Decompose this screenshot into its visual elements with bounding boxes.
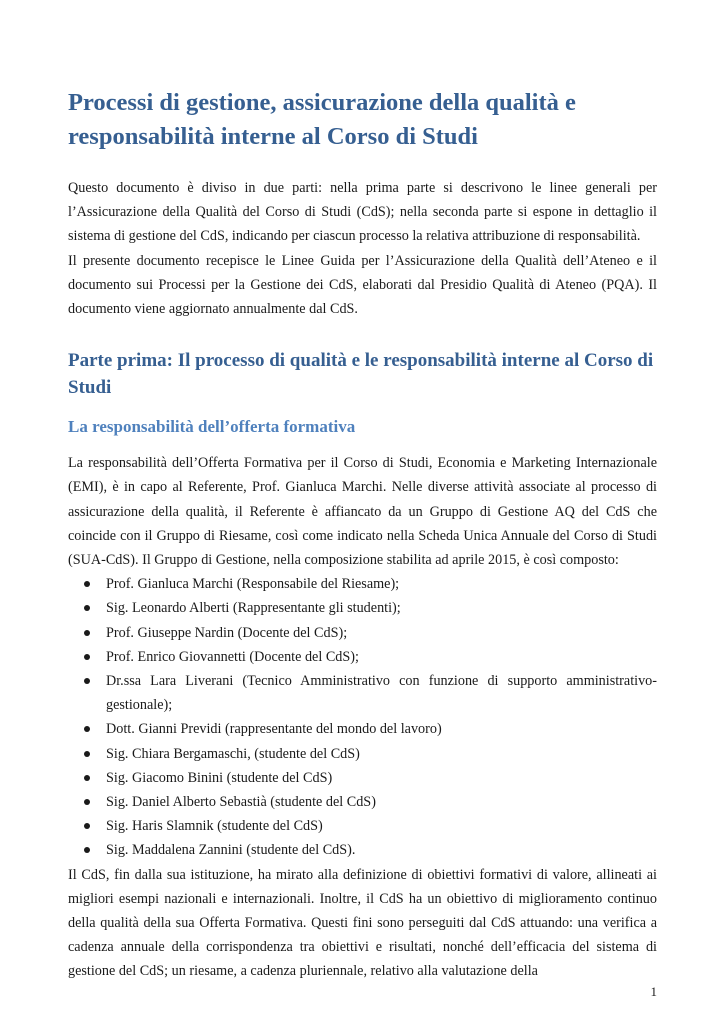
bullet-icon: [84, 775, 90, 781]
list-item: [68, 717, 657, 741]
list-item: [68, 814, 657, 838]
bullet-icon: [84, 726, 90, 732]
member-text: Sig. Maddalena Zannini (studente del CdS).: [106, 842, 356, 859]
member-text: Sig. Leonardo Alberti (Rappresentante gli studenti);: [106, 600, 401, 617]
bullet-icon: [84, 799, 90, 805]
bullet-icon: [84, 751, 90, 757]
list-item: [68, 645, 657, 669]
member-text: Prof. Enrico Giovannetti (Docente del CdS);: [106, 648, 359, 665]
group-members-list: [68, 572, 657, 862]
part-one-heading: Parte prima: Il processo di qualità e le responsabilità interne al Corso di Studi: [68, 350, 654, 399]
document-title: Processi di gestione, assicurazione della qualità e responsabilità interne al Corso di Studi: [68, 89, 576, 150]
intro-paragraph-1: Questo documento è diviso in due parti: nella prima parte si descrivono le linee generali per l’Assicurazione della Qualità del Corso di Studi (CdS); nella seconda parte si espone in dettaglio il sistema di gestione del CdS, indicando per ciascun processo la relativa attribuzione di responsabilità.: [68, 180, 657, 245]
closing-paragraph: Il CdS, fin dalla sua istituzione, ha mirato alla definizione di obiettivi formativi di valore, allineati ai migliori esempi nazionali e internazionali. Inoltre, il CdS ha un obiettivo di miglioramento continuo della qualità della sua Offerta Formativa. Questi fini sono perseguiti dal CdS attuando: una verifica a cadenza annuale della corrispondenza tra obiettivi e risultati, nonché dell’efficacia del sistema di gestione del CdS; un riesame, a cadenza pluriennale, relativo alla valutazione della: [68, 866, 657, 980]
list-item: [68, 669, 657, 717]
bullet-icon: [84, 654, 90, 660]
member-text: Sig. Haris Slamnik (studente del CdS): [106, 818, 323, 835]
member-text: Sig. Chiara Bergamaschi, (studente del CdS): [106, 745, 360, 762]
intro-paragraph-2: Il presente documento recepisce le Linee Guida per l’Assicurazione della Qualità dell’Ateneo e il documento sui Processi per la Gestione dei CdS, elaborati dal Presidio Qualità di Ateneo (PQA). Il documento viene aggiornato annualmente dal CdS.: [68, 252, 657, 318]
list-item: [68, 621, 657, 645]
responsibility-paragraph: La responsabilità dell’Offerta Formativa per il Corso di Studi, Economia e Marketing Internazionale (EMI), è in capo al Referente, Prof. Gianluca Marchi. Nelle diverse attività associate al processo di assicurazione della qualità, il Referente è affiancato da un Gruppo di Gestione AQ del CdS che coincide con il Gruppo di Riesame, così come indicato nella Scheda Unica Annuale del Corso di Studi (SUA-CdS). Il Gruppo di Gestione, nella composizione stabilita ad aprile 2015, è così composto:: [68, 455, 657, 569]
bullet-icon: [84, 630, 90, 636]
member-text: Dott. Gianni Previdi (rappresentante del mondo del lavoro): [106, 721, 442, 738]
page-number: 1: [650, 984, 657, 999]
list-item: [68, 790, 657, 814]
list-item: [68, 572, 657, 596]
list-item: [68, 838, 657, 862]
offerta-formativa-subheading: La responsabilità dell’offerta formativa: [68, 417, 356, 437]
member-text: Sig. Giacomo Binini (studente del CdS): [106, 769, 333, 786]
member-text: Prof. Giuseppe Nardin (Docente del CdS);: [106, 624, 348, 641]
list-item: [68, 596, 657, 620]
list-item: [68, 742, 657, 766]
list-item: [68, 766, 657, 790]
bullet-icon: [84, 678, 90, 684]
member-text: Prof. Gianluca Marchi (Responsabile del Riesame);: [106, 576, 400, 593]
bullet-icon: [84, 847, 90, 853]
member-text: Sig. Daniel Alberto Sebastià (studente del CdS): [106, 794, 376, 811]
member-text: Dr.ssa Lara Liverani (Tecnico Amministrativo con funzione di supporto amministrativo-gestionale);: [106, 673, 657, 714]
bullet-icon: [84, 581, 90, 587]
bullet-icon: [84, 823, 90, 829]
bullet-icon: [84, 605, 90, 611]
